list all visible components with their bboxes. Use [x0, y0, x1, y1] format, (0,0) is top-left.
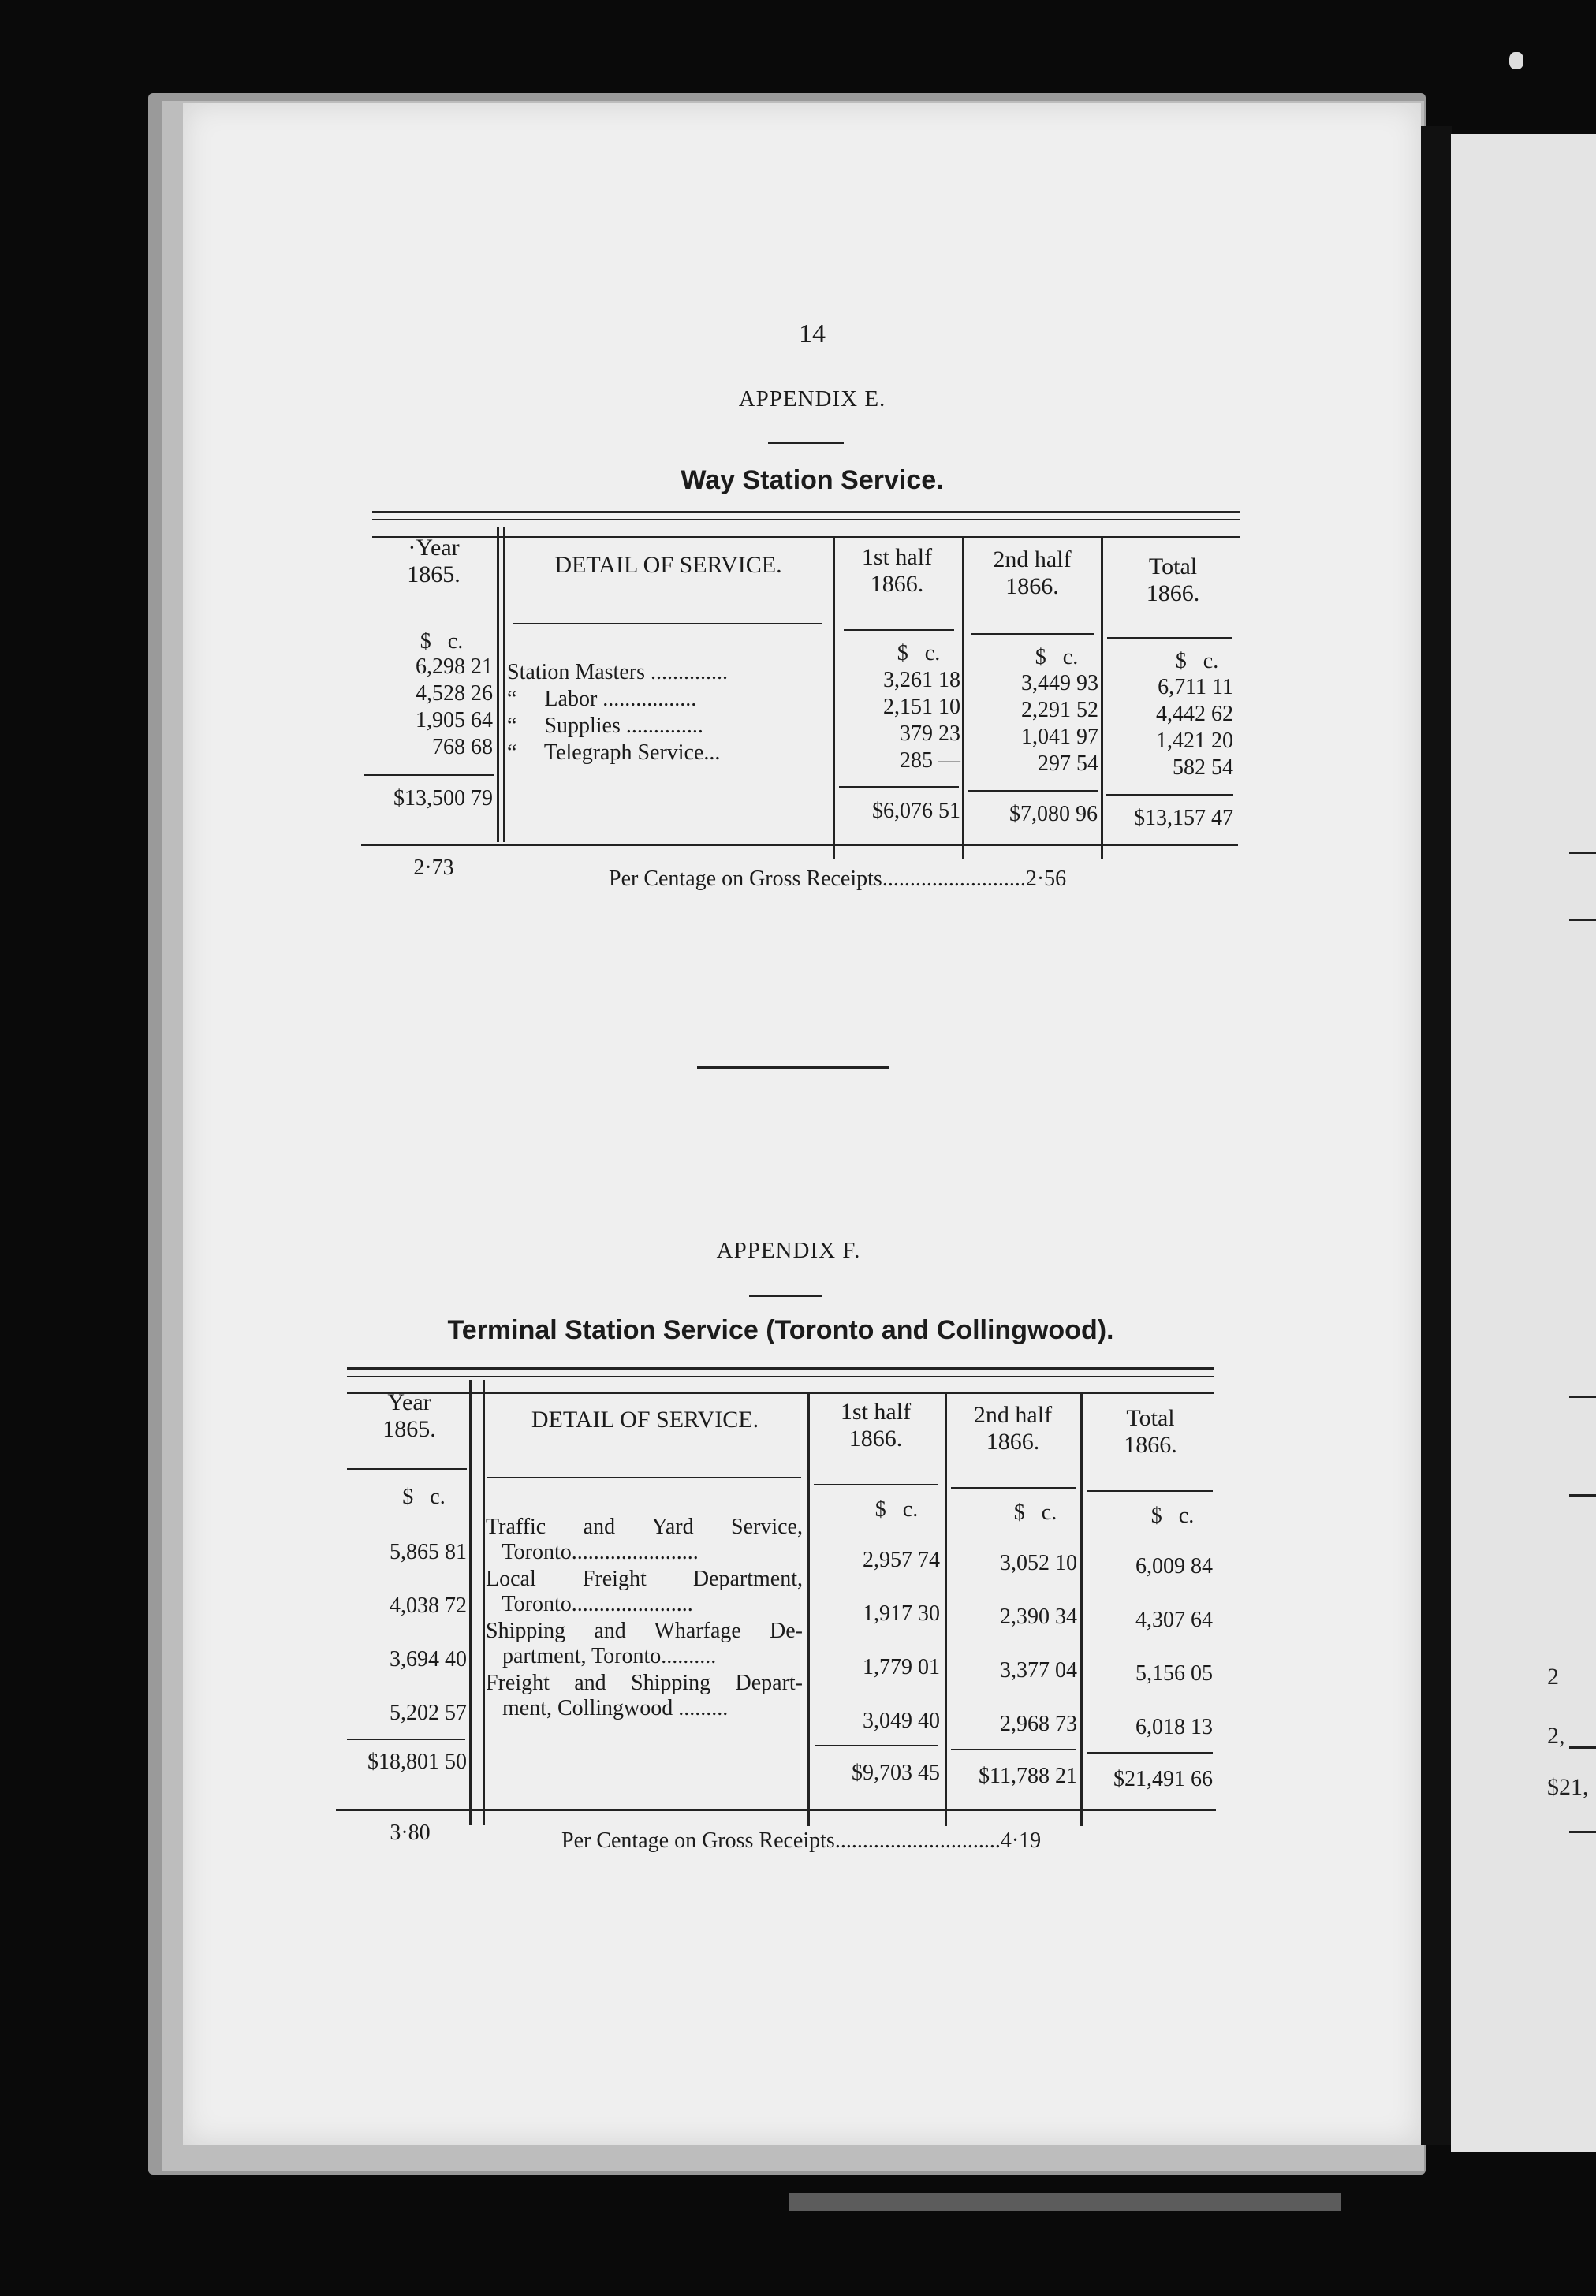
header-underline: [1087, 1490, 1213, 1492]
currency-unit-total: $ c.: [1150, 1504, 1195, 1528]
f-row3-second-half: 3,377 04: [1000, 1658, 1077, 1683]
e-percentage-dots: ..........................: [882, 867, 1026, 891]
f-row4-detail-line1: Freight and Shipping Depart-: [486, 1671, 803, 1695]
sum-rule: [347, 1739, 465, 1740]
currency-unit-year: $ c.: [420, 629, 464, 654]
f-row1-detail-line2: Toronto.......................: [486, 1540, 699, 1564]
column-divider: [497, 527, 499, 842]
currency-unit-first: $ c.: [874, 1497, 919, 1522]
e-row3-total: 1,421 20: [1156, 729, 1233, 753]
sum-rule: [364, 774, 494, 776]
appendix-e-short-rule: [768, 442, 844, 444]
f-row1-detail-line1: Traffic and Yard Service,: [486, 1515, 803, 1539]
column-divider: [807, 1392, 810, 1826]
f-row2-first-half: 1,917 30: [863, 1601, 940, 1626]
e-row2-year: 4,528 26: [416, 681, 493, 706]
facing-page-rule: [1569, 1396, 1596, 1398]
f-row1-first-half: 2,957 74: [863, 1548, 940, 1572]
f-row1-year: 5,865 81: [390, 1540, 467, 1564]
book-gutter: [1421, 126, 1452, 2145]
sum-rule: [968, 790, 1098, 792]
e-row1-first-half: 3,261 18: [883, 668, 960, 692]
appendix-f-title: Terminal Station Service (Toronto and Collingwood).: [447, 1315, 1114, 1345]
e-total-year: $13,500 79: [393, 786, 493, 811]
header-total: Total 1866.: [1146, 554, 1200, 606]
header-underline: [814, 1484, 938, 1485]
e-total-second-half: $7,080 96: [1009, 802, 1098, 826]
header-underline: [347, 1468, 467, 1470]
table-bottom-rule: [336, 1809, 1216, 1811]
e-row3-second-half: 1,041 97: [1021, 725, 1098, 749]
table-top-rule: [372, 511, 1240, 513]
header-second-half: 2nd half 1866.: [993, 546, 1072, 599]
f-row4-total: 6,018 13: [1135, 1715, 1213, 1739]
e-row2-total: 4,442 62: [1156, 702, 1233, 726]
table-header-rule: [372, 536, 1240, 538]
table-top-rule-thin: [347, 1376, 1214, 1377]
header-underline: [487, 1477, 801, 1478]
e-total-first-half: $6,076 51: [872, 799, 960, 823]
column-divider: [503, 527, 505, 842]
f-row3-year: 3,694 40: [390, 1647, 467, 1672]
facing-page-fragment: 2,: [1547, 1723, 1565, 1749]
header-underline: [951, 1487, 1076, 1489]
column-divider: [1080, 1392, 1083, 1826]
appendix-e-label: APPENDIX E.: [738, 386, 886, 412]
f-row1-second-half: 3,052 10: [1000, 1551, 1077, 1575]
table-header-rule: [347, 1392, 1214, 1394]
f-total-first-half: $9,703 45: [852, 1761, 940, 1785]
e-row2-second-half: 2,291 52: [1021, 698, 1098, 722]
e-row3-year: 1,905 64: [416, 708, 493, 732]
facing-page-rule: [1569, 852, 1596, 854]
f-row2-detail-line2: Toronto......................: [486, 1592, 693, 1616]
e-total-total: $13,157 47: [1134, 806, 1233, 830]
f-row3-first-half: 1,779 01: [863, 1655, 940, 1679]
header-first-half: 1st half 1866.: [840, 1399, 912, 1452]
sum-rule: [1087, 1752, 1213, 1754]
section-divider: [697, 1066, 889, 1069]
column-divider: [469, 1380, 472, 1825]
facing-page-fragment: 2: [1547, 1664, 1559, 1690]
header-total: Total 1866.: [1124, 1405, 1177, 1458]
sum-rule: [839, 786, 959, 788]
appendix-f-label: APPENDIX F.: [716, 1238, 861, 1263]
e-row2-detail: “ Labor .................: [507, 687, 697, 711]
f-percentage-value: 4·19: [1000, 1828, 1042, 1853]
facing-page-edge: [1451, 134, 1596, 2152]
table-top-rule: [347, 1367, 1214, 1370]
f-row4-first-half: 3,049 40: [863, 1709, 940, 1733]
header-detail: DETAIL OF SERVICE.: [531, 1407, 759, 1433]
e-row3-first-half: 379 23: [900, 721, 960, 746]
appendix-f-short-rule: [749, 1295, 822, 1297]
f-row2-second-half: 2,390 34: [1000, 1605, 1077, 1629]
f-percentage-line: [561, 1828, 1041, 1854]
f-total-year: $18,801 50: [367, 1750, 467, 1774]
f-row4-detail-line2: ment, Collingwood .........: [486, 1696, 729, 1720]
e-percentage-1865: 2·73: [413, 855, 454, 880]
scan-corner-mark: [1509, 52, 1523, 69]
header-detail: DETAIL OF SERVICE.: [554, 552, 782, 578]
currency-unit-year: $ c.: [402, 1485, 446, 1509]
appendix-e-title: Way Station Service.: [681, 465, 944, 495]
e-row3-detail: “ Supplies ..............: [507, 714, 703, 738]
f-percentage-dots: ..............................: [834, 1828, 1001, 1853]
e-percentage-line: [609, 866, 1066, 893]
f-row3-total: 5,156 05: [1135, 1661, 1213, 1686]
facing-page-rule: [1569, 1494, 1596, 1496]
facing-page-rule: [1569, 1746, 1596, 1749]
f-row4-year: 5,202 57: [390, 1701, 467, 1725]
e-row1-total: 6,711 11: [1158, 675, 1233, 699]
currency-unit-total: $ c.: [1175, 649, 1219, 673]
column-divider: [945, 1392, 947, 1826]
header-year: ·Year 1865.: [407, 535, 461, 587]
f-row2-total: 4,307 64: [1135, 1608, 1213, 1632]
e-row4-first-half: 285 —: [900, 748, 960, 773]
e-row1-detail: Station Masters ..............: [507, 660, 728, 684]
currency-unit-second: $ c.: [1035, 645, 1079, 669]
f-percentage-1865: 3·80: [390, 1821, 431, 1845]
e-row4-second-half: 297 54: [1038, 751, 1098, 776]
header-underline: [971, 633, 1094, 635]
book-bottom-edge: [789, 2194, 1341, 2211]
header-underline: [513, 623, 822, 624]
f-row2-detail-line1: Local Freight Department,: [486, 1567, 803, 1591]
header-first-half: 1st half 1866.: [861, 544, 933, 597]
table-top-rule-thin: [372, 519, 1240, 520]
e-row2-first-half: 2,151 10: [883, 695, 960, 719]
table-bottom-rule: [361, 844, 1238, 846]
e-row4-year: 768 68: [432, 735, 493, 759]
e-percentage-value: 2·56: [1025, 867, 1067, 891]
f-row3-detail-line2: partment, Toronto..........: [486, 1644, 717, 1668]
facing-page-rule: [1569, 919, 1596, 921]
header-underline: [844, 629, 954, 631]
sum-rule: [815, 1745, 938, 1746]
sum-rule: [1106, 794, 1233, 796]
e-row4-total: 582 54: [1173, 755, 1233, 780]
f-total-total: $21,491 66: [1113, 1767, 1213, 1791]
e-percentage-label: Per Centage on Gross Receipts: [609, 867, 882, 891]
currency-unit-second: $ c.: [1013, 1500, 1057, 1525]
facing-page-fragment: $21,: [1547, 1774, 1589, 1800]
e-row4-detail: “ Telegraph Service...: [507, 740, 721, 765]
f-row1-total: 6,009 84: [1135, 1554, 1213, 1578]
e-row1-year: 6,298 21: [416, 654, 493, 679]
column-divider: [483, 1380, 485, 1825]
f-total-second-half: $11,788 21: [979, 1764, 1077, 1788]
e-row1-second-half: 3,449 93: [1021, 671, 1098, 695]
sum-rule: [951, 1749, 1076, 1750]
header-year: Year 1865.: [382, 1389, 436, 1442]
f-row4-second-half: 2,968 73: [1000, 1712, 1077, 1736]
f-row2-year: 4,038 72: [390, 1593, 467, 1618]
f-row3-detail-line1: Shipping and Wharfage De-: [486, 1619, 803, 1643]
header-second-half: 2nd half 1866.: [973, 1402, 1053, 1455]
f-percentage-label: Per Centage on Gross Receipts: [561, 1828, 835, 1853]
page-number: 14: [799, 319, 826, 348]
facing-page-rule: [1569, 1831, 1596, 1833]
currency-unit-first: $ c.: [897, 641, 941, 665]
header-underline: [1107, 637, 1232, 639]
